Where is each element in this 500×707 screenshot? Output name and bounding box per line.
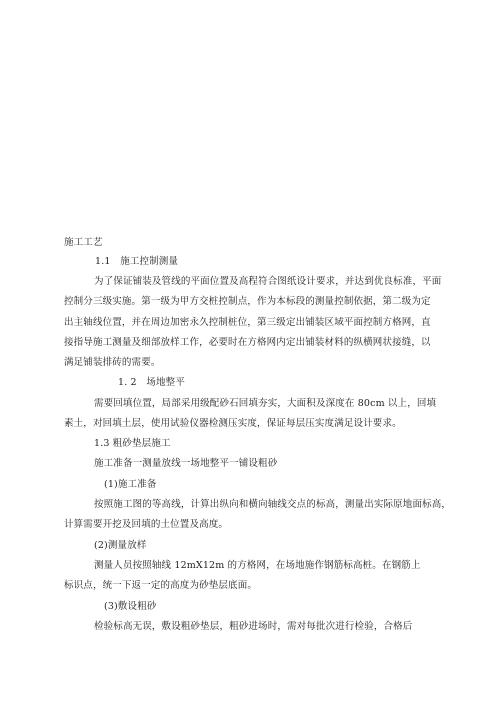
heading-1-3: 1.3 粗砂垫层施工: [94, 438, 171, 449]
heading-1-1: 1.1 施工控制测量: [95, 256, 179, 267]
paragraph-line: 需要回填位置，局部采用级配砂石回填夯实，大面积及深度在 80cm 以上，回填: [94, 398, 437, 409]
paragraph-line: 满足铺装排砖的需要。: [64, 357, 161, 368]
paragraph-line: 检验标高无误，敷设粗砂垫层，粗砂进场时，需对每批次进行检验，合格后: [94, 621, 413, 632]
subheading: (1)施工准备: [104, 479, 157, 490]
paragraph-line: 标识点，统一下返一定的高度为砂垫层底面。: [64, 580, 258, 591]
paragraph-line: 素土，对回填土层，使用试验仪器检测压实度，保证每层压实度满足设计要求。: [64, 418, 402, 429]
subheading: (3)敷设粗砂: [104, 601, 157, 612]
process-flow: 施工准备一测量放线一场地整平一铺设粗砂: [94, 458, 278, 469]
paragraph-line: 为了保证铺装及管线的平面位置及高程符合图纸设计要求，并达到优良标准，平面: [94, 276, 442, 287]
heading-1-2: 1. 2 场地整平: [118, 377, 185, 388]
paragraph-line: 计算需要开挖及回填的土位置及高度。: [64, 519, 229, 530]
paragraph-line: 控制分三级实施。第一级为甲方交桩控制点，作为本标段的测量控制依据，第二级为定: [64, 296, 431, 307]
subheading: (2)测量放样: [94, 540, 147, 551]
paragraph-line: 测量人员按照轴线 12mX12m 的方格网，在场地施作钢筋标高桩。在钢筋上: [94, 560, 421, 571]
paragraph-line: 出主轴线位置，并在周边加密永久控制桩位，第三级定出铺装区域平面控制方格网，直: [64, 317, 431, 328]
paragraph-line: 接指导施工测量及细部放样工作，必要时在方格网内定出铺装材料的纵横网状接缝，以: [64, 337, 431, 348]
paragraph-line: 按照施工图的等高线，计算出纵向和横向轴线交点的标高，测量出实际原地面标高，: [94, 499, 452, 510]
section-title: 施工工艺: [64, 237, 103, 248]
